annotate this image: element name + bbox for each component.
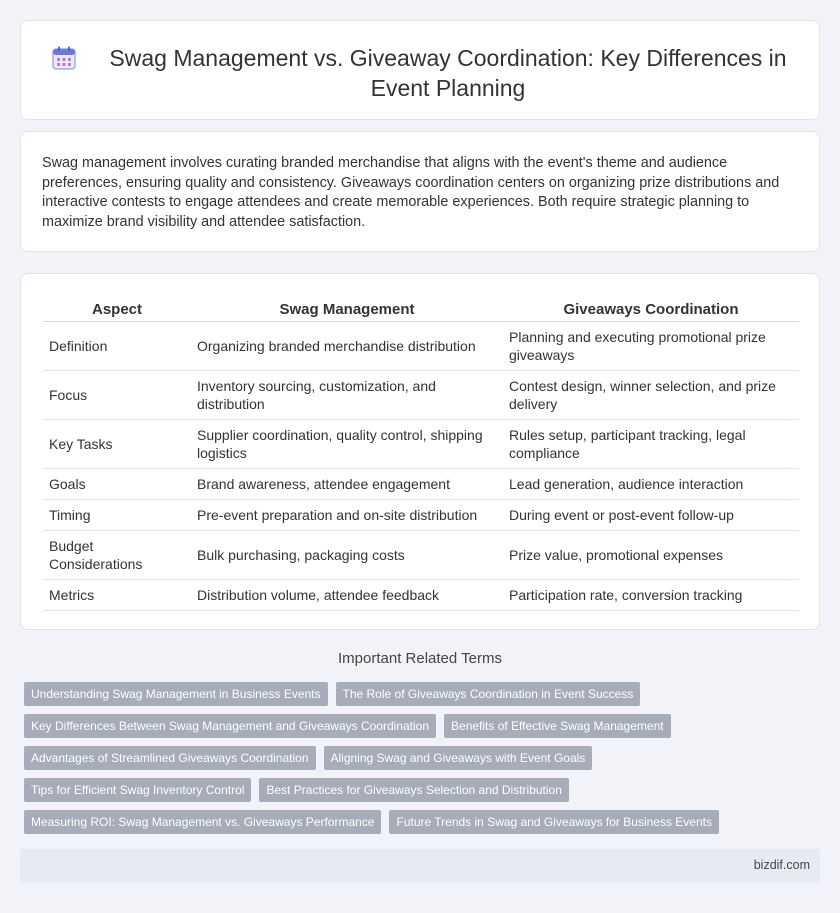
table-cell: Metrics bbox=[43, 579, 191, 610]
table-cell: Planning and executing promotional prize giveaways bbox=[503, 321, 799, 370]
related-term-link[interactable]: Measuring ROI: Swag Management vs. Giveaways Performance bbox=[24, 810, 381, 834]
page-title: Swag Management vs. Giveaway Coordination: Key Differences in Event Planning bbox=[109, 45, 787, 101]
intro-paragraph: Swag management involves curating branded merchandise that aligns with the event's theme and audience preferences, ensuring quality and consistency. Giveaways coordination centers on organizing prize distributions and interactive contests to engage attendees and create memorable experiences. Both require strategic planning to maximize brand visibility and attendee satisfaction. bbox=[42, 155, 780, 230]
table-cell: During event or post-event follow-up bbox=[503, 499, 799, 530]
table-cell: Pre-event preparation and on-site distribution bbox=[191, 499, 503, 530]
related-term-link[interactable]: Future Trends in Swag and Giveaways for Business Events bbox=[389, 810, 719, 834]
related-term-link[interactable]: Best Practices for Giveaways Selection and Distribution bbox=[259, 778, 568, 802]
related-term-link[interactable]: Advantages of Streamlined Giveaways Coordination bbox=[24, 746, 316, 770]
table-cell: Budget Considerations bbox=[43, 530, 191, 579]
column-header-swag: Swag Management bbox=[191, 295, 503, 321]
intro-card bbox=[20, 131, 820, 252]
table-row bbox=[43, 419, 799, 468]
related-term-link[interactable]: The Role of Giveaways Coordination in Event Success bbox=[336, 682, 641, 706]
table-row bbox=[43, 530, 799, 579]
table-header-row bbox=[43, 295, 799, 321]
footer-site-link[interactable]: bizdif.com bbox=[753, 858, 810, 872]
table-cell: Focus bbox=[43, 370, 191, 419]
header-card bbox=[20, 20, 820, 120]
table-cell: Brand awareness, attendee engagement bbox=[191, 468, 503, 499]
header bbox=[51, 43, 799, 103]
calendar-icon bbox=[51, 45, 77, 71]
column-header-giveaways: Giveaways Coordination bbox=[503, 295, 799, 321]
table-row bbox=[43, 499, 799, 530]
table-cell: Supplier coordination, quality control, shipping logistics bbox=[191, 419, 503, 468]
table-cell: Lead generation, audience interaction bbox=[503, 468, 799, 499]
table-cell: Inventory sourcing, customization, and distribution bbox=[191, 370, 503, 419]
related-term-link[interactable]: Benefits of Effective Swag Management bbox=[444, 714, 671, 738]
table-row bbox=[43, 321, 799, 370]
table-row bbox=[43, 370, 799, 419]
related-term-link[interactable]: Aligning Swag and Giveaways with Event Goals bbox=[324, 746, 593, 770]
table-cell: Organizing branded merchandise distribution bbox=[191, 321, 503, 370]
related-term-link[interactable]: Tips for Efficient Swag Inventory Control bbox=[24, 778, 251, 802]
related-term-link[interactable]: Key Differences Between Swag Management and Giveaways Coordination bbox=[24, 714, 436, 738]
column-header-aspect: Aspect bbox=[43, 295, 191, 321]
footer bbox=[20, 849, 820, 882]
table-cell: Timing bbox=[43, 499, 191, 530]
table-cell: Bulk purchasing, packaging costs bbox=[191, 530, 503, 579]
table-cell: Rules setup, participant tracking, legal compliance bbox=[503, 419, 799, 468]
table-cell: Definition bbox=[43, 321, 191, 370]
table-cell: Distribution volume, attendee feedback bbox=[191, 579, 503, 610]
related-terms-list bbox=[24, 682, 824, 834]
comparison-card bbox=[20, 273, 820, 630]
table-cell: Contest design, winner selection, and prize delivery bbox=[503, 370, 799, 419]
table-cell: Prize value, promotional expenses bbox=[503, 530, 799, 579]
comparison-table bbox=[43, 295, 799, 611]
table-row bbox=[43, 579, 799, 610]
table-cell: Participation rate, conversion tracking bbox=[503, 579, 799, 610]
related-terms-title: Important Related Terms bbox=[338, 650, 502, 667]
table-cell: Key Tasks bbox=[43, 419, 191, 468]
table-row bbox=[43, 468, 799, 499]
related-term-link[interactable]: Understanding Swag Management in Business Events bbox=[24, 682, 328, 706]
table-cell: Goals bbox=[43, 468, 191, 499]
